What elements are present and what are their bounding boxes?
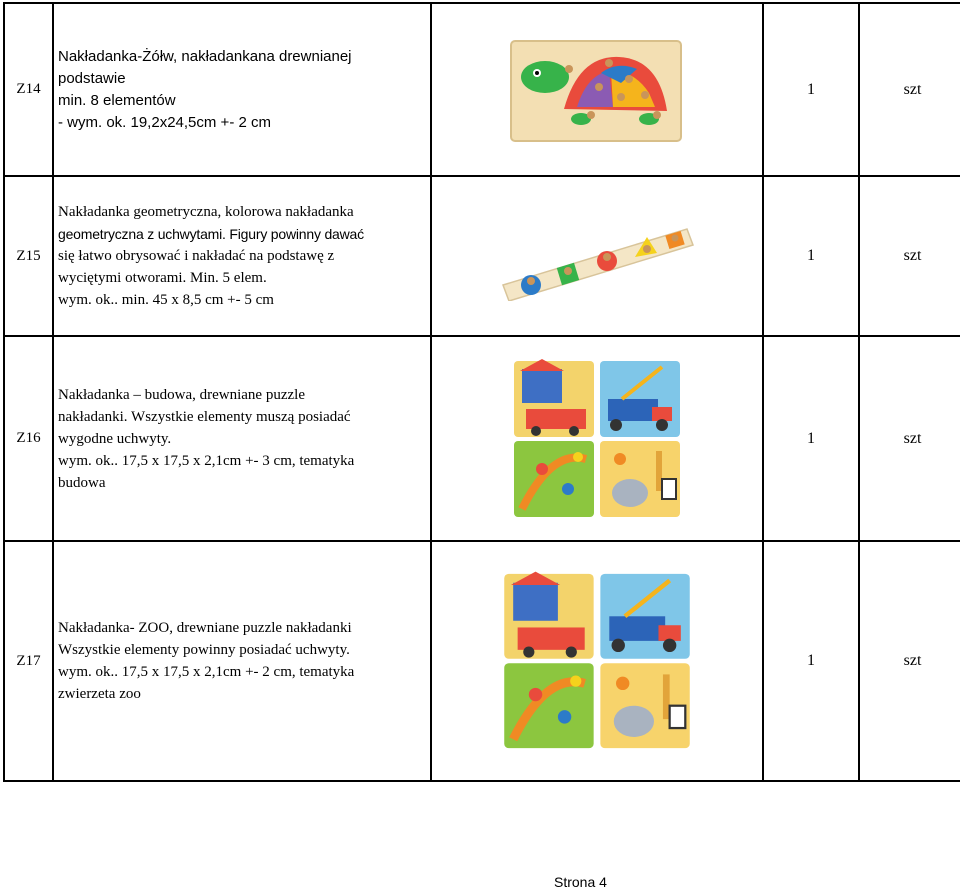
table-row xyxy=(4,176,960,336)
item-quantity: 1 xyxy=(763,176,859,336)
item-id: Z17 xyxy=(4,541,53,781)
item-description xyxy=(53,336,431,541)
table-row xyxy=(4,541,960,781)
item-unit: szt xyxy=(859,3,960,176)
item-quantity: 1 xyxy=(763,336,859,541)
description-line: zwierzeta zoo xyxy=(58,686,141,702)
item-quantity: 1 xyxy=(763,3,859,176)
specification-table xyxy=(3,2,960,782)
description-line: Nakładanka geometryczna, kolorowa nakładanka xyxy=(58,204,354,220)
description-line: wym. ok.. 17,5 x 17,5 x 2,1cm +- 3 cm, tematyka xyxy=(58,452,355,469)
description-line xyxy=(58,223,430,245)
item-unit: szt xyxy=(859,176,960,336)
description-line: nakładanki. Wszystkie elementy muszą posiadać xyxy=(58,408,351,425)
geometric-puzzle-image xyxy=(497,211,697,301)
description-line: wym. ok.. min. 45 x 8,5 cm +- 5 cm xyxy=(58,292,274,308)
description-line: wyciętymi otworami. Min. 5 elem. xyxy=(58,270,267,286)
item-unit: szt xyxy=(859,336,960,541)
description-line: wygodne uchwyty. xyxy=(58,430,172,447)
item-description xyxy=(53,3,431,176)
description-line: Wszystkie elementy powinny posiadać uchwyty. xyxy=(58,642,350,658)
description-line: Nakładanka – budowa, drewniane puzzle xyxy=(58,386,305,403)
item-id: Z14 xyxy=(4,3,53,176)
table-row xyxy=(4,3,960,176)
description-line: Nakładanka-Żółw, nakładankana drewnianej xyxy=(58,47,352,65)
table-row xyxy=(4,336,960,541)
construction-puzzle-set-image xyxy=(512,359,682,519)
item-id: Z16 xyxy=(4,336,53,541)
item-image-cell xyxy=(431,176,763,336)
item-description xyxy=(53,176,431,336)
description-line: min. 8 elementów xyxy=(58,91,176,109)
description-line: się łatwo obrysować i nakładać na podstawę z xyxy=(58,248,335,264)
item-unit: szt xyxy=(859,541,960,781)
zoo-puzzle-set-image xyxy=(502,571,692,751)
item-image-cell xyxy=(431,3,763,176)
description-line: wym. ok.. 17,5 x 17,5 x 2,1cm +- 2 cm, tematyka xyxy=(58,664,355,680)
description-line: Nakładanka- ZOO, drewniane puzzle nakładanki xyxy=(58,620,352,636)
item-image-cell xyxy=(431,541,763,781)
item-quantity: 1 xyxy=(763,541,859,781)
description-line: - wym. ok. 19,2x24,5cm +- 2 cm xyxy=(58,113,271,131)
description-line: podstawie xyxy=(58,69,126,87)
description-line-text: geometryczna z uchwytami. Figury powinny dawać xyxy=(58,226,364,242)
item-image-cell xyxy=(431,336,763,541)
item-description xyxy=(53,541,431,781)
description-line: budowa xyxy=(58,474,106,491)
item-id: Z15 xyxy=(4,176,53,336)
page-number: Strona 4 xyxy=(554,874,607,890)
turtle-puzzle-image xyxy=(509,35,685,145)
